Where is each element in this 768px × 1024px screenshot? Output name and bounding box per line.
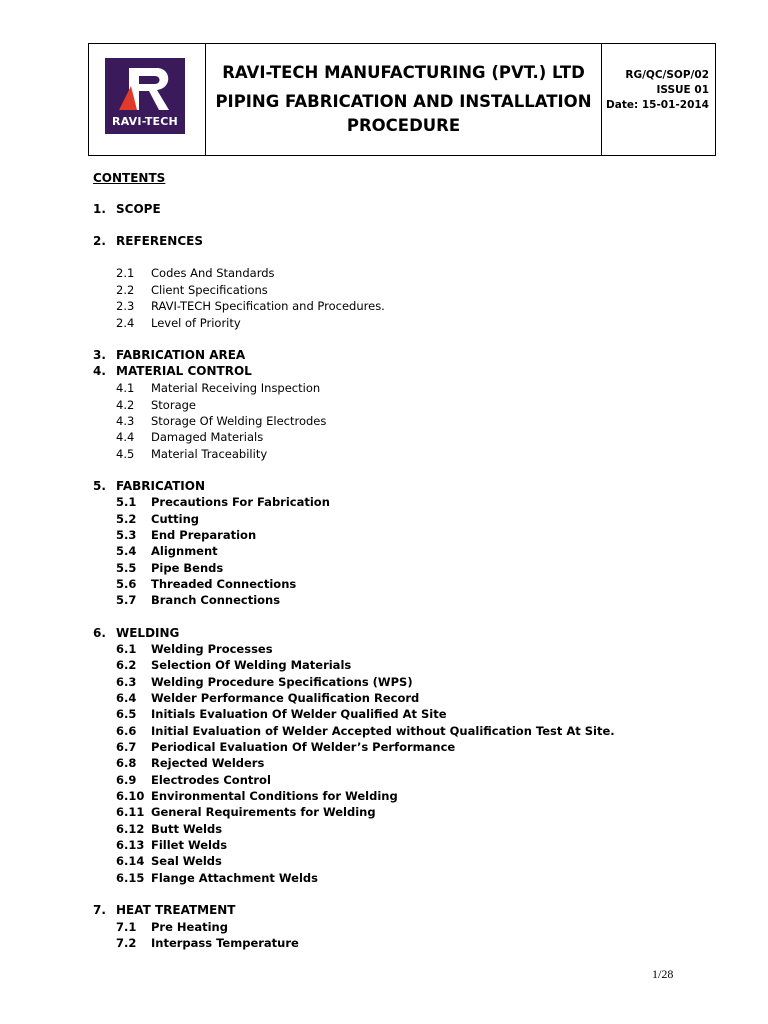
toc-label: FABRICATION [116, 479, 206, 493]
toc-number: 6.5 [116, 707, 137, 721]
toc-number: 5.3 [116, 528, 137, 542]
toc-label: Periodical Evaluation Of Welder’s Performance [151, 740, 456, 754]
toc-label: SCOPE [116, 202, 161, 216]
toc-label: Butt Welds [151, 822, 223, 836]
toc-label: Welding Processes [151, 642, 273, 656]
toc-number: 6.8 [116, 756, 137, 770]
toc-label: Precautions For Fabrication [151, 495, 330, 509]
toc-number: 2. [93, 234, 106, 248]
toc-number: 6.12 [116, 822, 145, 836]
toc-number: 7.1 [116, 920, 137, 934]
toc-label: MATERIAL CONTROL [116, 364, 252, 378]
toc-label: FABRICATION AREA [116, 348, 246, 362]
toc-label: Branch Connections [151, 593, 281, 607]
toc-number: 6.11 [116, 805, 145, 819]
toc-number: 7. [93, 903, 106, 917]
toc-number: 5. [93, 479, 106, 493]
page-number: 1/28 [652, 967, 674, 981]
toc-number: 5.4 [116, 544, 137, 558]
toc-number: 6.2 [116, 658, 137, 672]
toc-number: 3. [93, 348, 106, 362]
toc-label: Client Specifications [151, 283, 268, 297]
toc-number: 4.2 [116, 398, 135, 412]
toc-number: 2.3 [116, 299, 135, 313]
toc-number: 5.7 [116, 593, 137, 607]
toc-number: 2.4 [116, 316, 135, 330]
toc-label: Storage [151, 398, 196, 412]
toc-number: 5.1 [116, 495, 137, 509]
issue-number: ISSUE 01 [656, 84, 709, 96]
toc-label: Pipe Bends [151, 561, 224, 575]
toc-label: Alignment [151, 544, 218, 558]
toc-number: 5.2 [116, 512, 137, 526]
toc-number: 1. [93, 202, 106, 216]
toc-number: 4.5 [116, 447, 135, 461]
document-title-line2: PROCEDURE [346, 116, 461, 135]
toc-label: Damaged Materials [151, 430, 264, 444]
toc-number: 6.10 [116, 789, 145, 803]
toc-label: Rejected Welders [151, 756, 265, 770]
toc-label: WELDING [116, 626, 180, 640]
toc-number: 5.6 [116, 577, 137, 591]
doc-reference: RG/QC/SOP/02 [625, 69, 709, 81]
toc-label: Level of Priority [151, 316, 241, 330]
toc-number: 7.2 [116, 936, 137, 950]
toc-number: 6.13 [116, 838, 145, 852]
toc-label: HEAT TREATMENT [116, 903, 236, 917]
toc-label: End Preparation [151, 528, 257, 542]
toc-number: 6.9 [116, 773, 137, 787]
logo-text: RAVI-TECH [112, 115, 178, 128]
issue-date: Date: 15-01-2014 [606, 99, 709, 111]
company-name: RAVI-TECH MANUFACTURING (PVT.) LTD [222, 63, 585, 82]
toc-number: 6.14 [116, 854, 145, 868]
document-title-line1: PIPING FABRICATION AND INSTALLATION [215, 92, 592, 111]
toc-label: Cutting [151, 512, 199, 526]
contents-heading: CONTENTS [93, 171, 166, 185]
toc-number: 4.1 [116, 381, 135, 395]
toc-number: 2.1 [116, 266, 135, 280]
toc-label: Threaded Connections [151, 577, 297, 591]
toc-number: 5.5 [116, 561, 137, 575]
toc-number: 4.4 [116, 430, 135, 444]
toc-number: 6.3 [116, 675, 137, 689]
toc-label: Interpass Temperature [151, 936, 299, 950]
toc-label: Material Traceability [151, 447, 268, 461]
toc-label: Welder Performance Qualification Record [151, 691, 420, 705]
toc-number: 2.2 [116, 283, 135, 297]
toc-label: Fillet Welds [151, 838, 228, 852]
toc-label: General Requirements for Welding [151, 805, 376, 819]
toc-number: 6.6 [116, 724, 137, 738]
toc-label: RAVI-TECH Specification and Procedures. [151, 299, 385, 313]
toc-label: Initial Evaluation of Welder Accepted without Qualification Test At Site. [151, 724, 615, 738]
toc-label: Codes And Standards [151, 266, 275, 280]
toc-number: 6.7 [116, 740, 137, 754]
toc-number: 6.4 [116, 691, 137, 705]
toc-label: Electrodes Control [151, 773, 271, 787]
toc-label: Selection Of Welding Materials [151, 658, 352, 672]
toc-number: 4. [93, 364, 106, 378]
toc-label: Flange Attachment Welds [151, 871, 319, 885]
toc-label: REFERENCES [116, 234, 203, 248]
toc-number: 6.15 [116, 871, 145, 885]
toc-label: Storage Of Welding Electrodes [151, 414, 327, 428]
toc-number: 6.1 [116, 642, 137, 656]
toc-number: 4.3 [116, 414, 135, 428]
toc-label: Pre Heating [151, 920, 228, 934]
toc-number: 6. [93, 626, 106, 640]
toc-label: Seal Welds [151, 854, 222, 868]
toc-label: Initials Evaluation Of Welder Qualified At Site [151, 707, 447, 721]
toc-label: Welding Procedure Specifications (WPS) [151, 675, 413, 689]
toc-label: Environmental Conditions for Welding [151, 789, 398, 803]
toc-label: Material Receiving Inspection [151, 381, 321, 395]
